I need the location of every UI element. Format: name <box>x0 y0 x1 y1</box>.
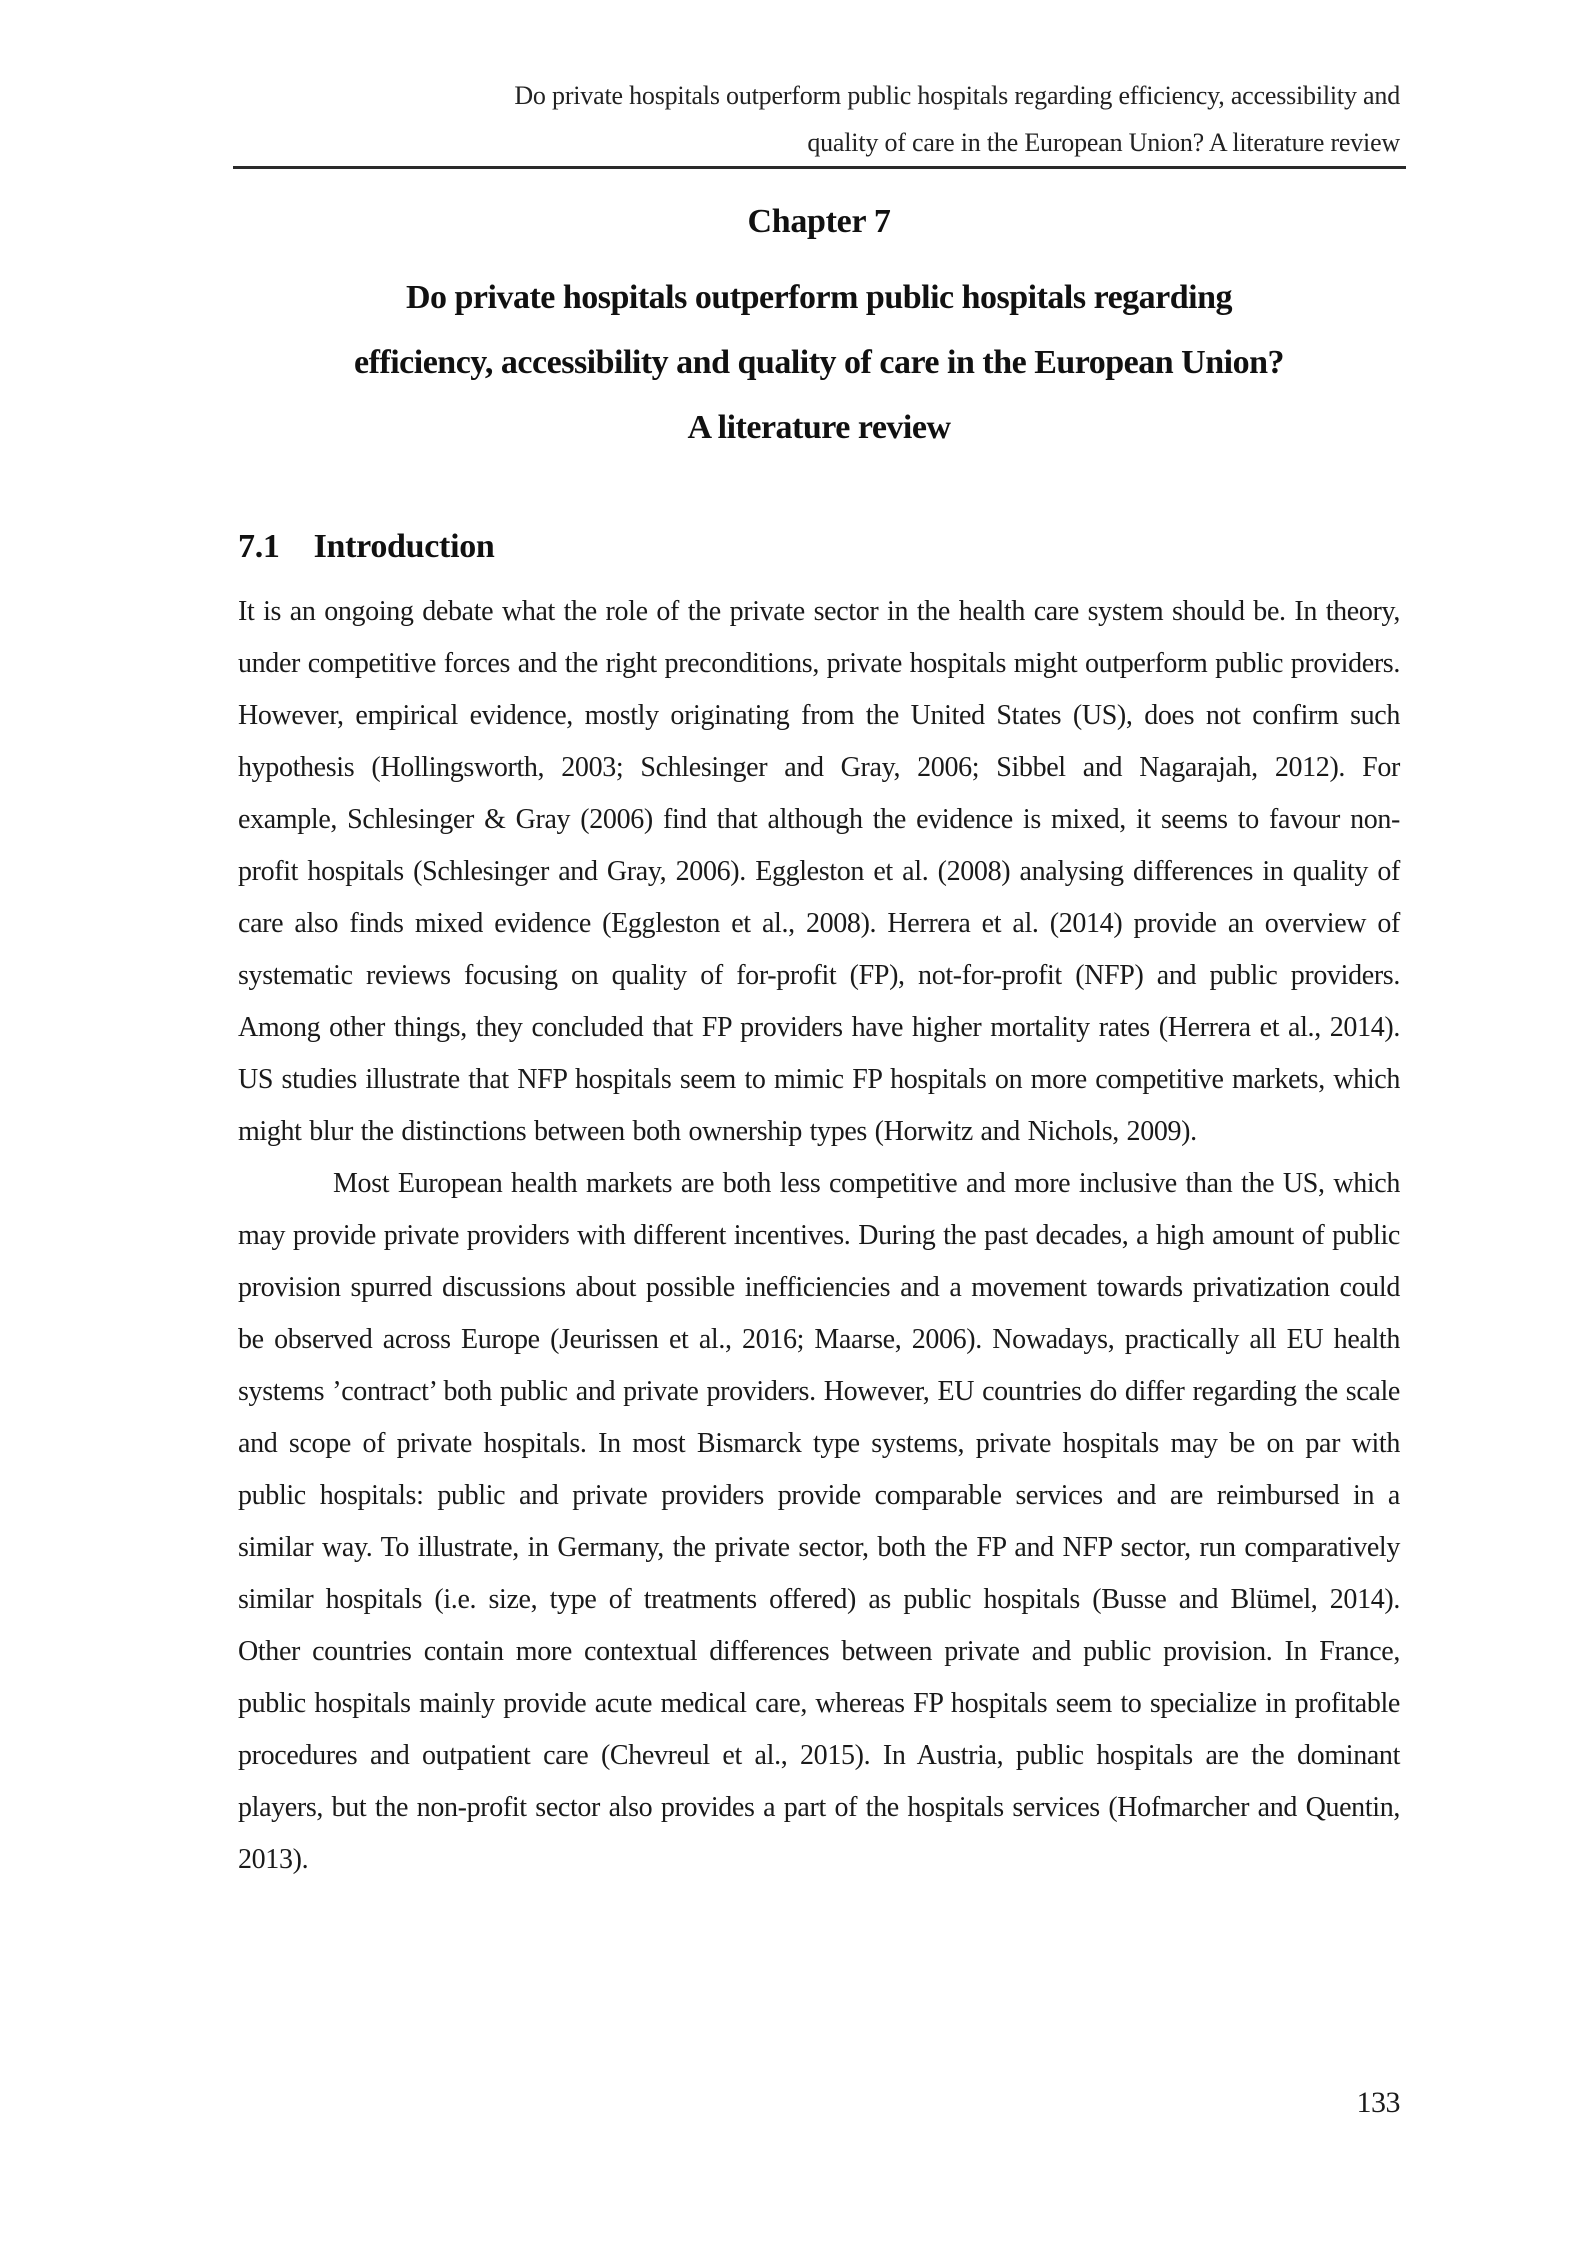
section-title: Introduction <box>313 528 495 565</box>
paragraph-2: Most European health markets are both less competitive and more inclusive than the US, which may provide private providers with different incentives. During the past decades, a high amount of public provision spurred discussions about possible inefficiencies and a movement towards privatization could be observed across Europe (Jeurissen et al., 2016; Maarse, 2006). Nowadays, practically all EU health systems ’contract’ both public and private providers. However, EU countries do differ regarding the scale and scope of private hospitals. In most Bismarck type systems, private hospitals may be on par with public hospitals: public and private providers provide comparable services and are reimbursed in a similar way. To illustrate, in Germany, the private sector, both the FP and NFP sector, run comparatively similar hospitals (i.e. size, type of treatments offered) as public hospitals (Busse and Blümel, 2014). Other countries contain more contextual differences between private and public provision. In France, public hospitals mainly provide acute medical care, whereas FP hospitals seem to specialize in profitable procedures and outpatient care (Chevreul et al., 2015). In Austria, public hospitals are the dominant players, but the non-profit sector also provides a part of the hospitals services (Hofmarcher and Quentin, 2013). <box>238 1168 1400 1875</box>
section-number: 7.1 <box>238 528 280 565</box>
chapter-title-line-1: Do private hospitals outperform public hospitals regarding <box>405 279 1233 316</box>
running-header <box>238 72 1400 166</box>
chapter-title-line-3: A literature review <box>687 409 951 446</box>
chapter-title <box>238 265 1400 460</box>
header-rule <box>233 166 1406 169</box>
chapter-title-line-2: efficiency, accessibility and quality of care in the European Union? <box>354 344 1284 381</box>
running-header-line-2: quality of care in the European Union? A literature review <box>807 128 1400 157</box>
section-heading <box>238 524 1400 570</box>
running-header-line-1: Do private hospitals outperform public hospitals regarding efficiency, accessibility and <box>514 81 1400 110</box>
paragraph-1: It is an ongoing debate what the role of the private sector in the health care system should be. In theory, under competitive forces and the right preconditions, private hospitals might outperform public providers. However, empirical evidence, mostly originating from the United States (US), does not confirm such hypothesis (Hollingsworth, 2003; Schlesinger and Gray, 2006; Sibbel and Nagarajah, 2012). For example, Schlesinger & Gray (2006) find that although the evidence is mixed, it seems to favour non-profit hospitals (Schlesinger and Gray, 2006). Eggleston et al. (2008) analysing differences in quality of care also finds mixed evidence (Eggleston et al., 2008). Herrera et al. (2014) provide an overview of systematic reviews focusing on quality of for-profit (FP), not-for-profit (NFP) and public providers. Among other things, they concluded that FP providers have higher mortality rates (Herrera et al., 2014). US studies illustrate that NFP hospitals seem to mimic FP hospitals on more competitive markets, which might blur the distinctions between both ownership types (Horwitz and Nichols, 2009). <box>238 596 1400 1147</box>
page-number: 133 <box>1356 2086 1400 2119</box>
chapter-label: Chapter 7 <box>747 203 891 240</box>
